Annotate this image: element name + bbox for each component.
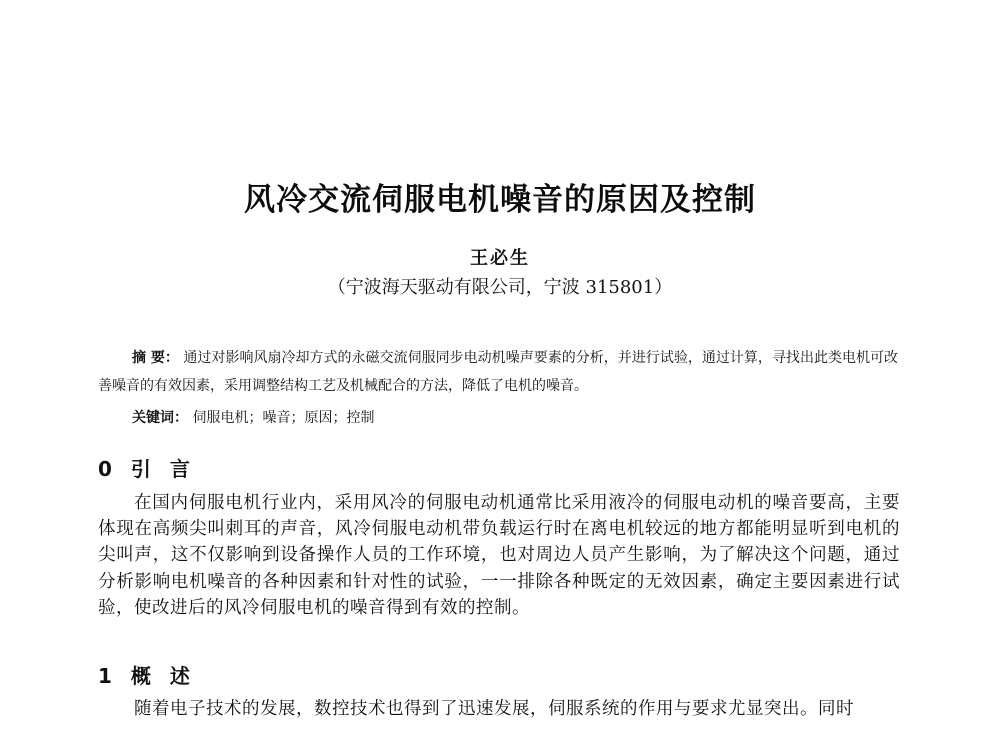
paper-title: 风冷交流伺服电机噪音的原因及控制 <box>244 182 756 218</box>
section-paragraph-overview: 随着电子技术的发展，数控技术也得到了迅速发展，伺服系统的作用与要求尤显突出。同时 <box>134 699 854 719</box>
keywords-text: 伺服电机；噪音；原因；控制 <box>192 410 375 426</box>
abstract-text: 通过对影响风扇冷却方式的永磁交流伺服同步电动机噪声要素的分析，并进行试验，通过计算，寻找出此类电机可改善噪音的有效因素，采用调整结构工艺及机械配合的方法，降低了电机的噪音。 <box>98 350 899 394</box>
author-affiliation: （宁波海天驱动有限公司，宁波 315801） <box>327 277 673 298</box>
abstract <box>98 344 898 400</box>
keywords <box>132 404 892 432</box>
author-name: 王必生 <box>470 248 530 269</box>
section-heading-overview: 1 概 述 <box>98 664 196 688</box>
abstract-label: 摘 要： <box>132 350 179 366</box>
section-paragraph-introduction: 在国内伺服电机行业内，采用风冷的伺服电动机通常比采用液冷的伺服电动机的噪音要高，主要体现在高频尖叫刺耳的声音，风冷伺服电动机带负载运行时在离电机较远的地方都能明显听到电机的尖叫声，这不仅影响到设备操作人员的工作环境，也对周边人员产生影响，为了解决这个问题，通过分析影响电机噪音的各种因素和针对性的试验，一一排除各种既定的无效因素，确定主要因素进行试验，使改进后的风冷伺服电机的噪音得到有效的控制。 <box>98 493 900 618</box>
section-heading-introduction: 0 引 言 <box>98 457 196 481</box>
keywords-label: 关键词： <box>132 410 188 426</box>
